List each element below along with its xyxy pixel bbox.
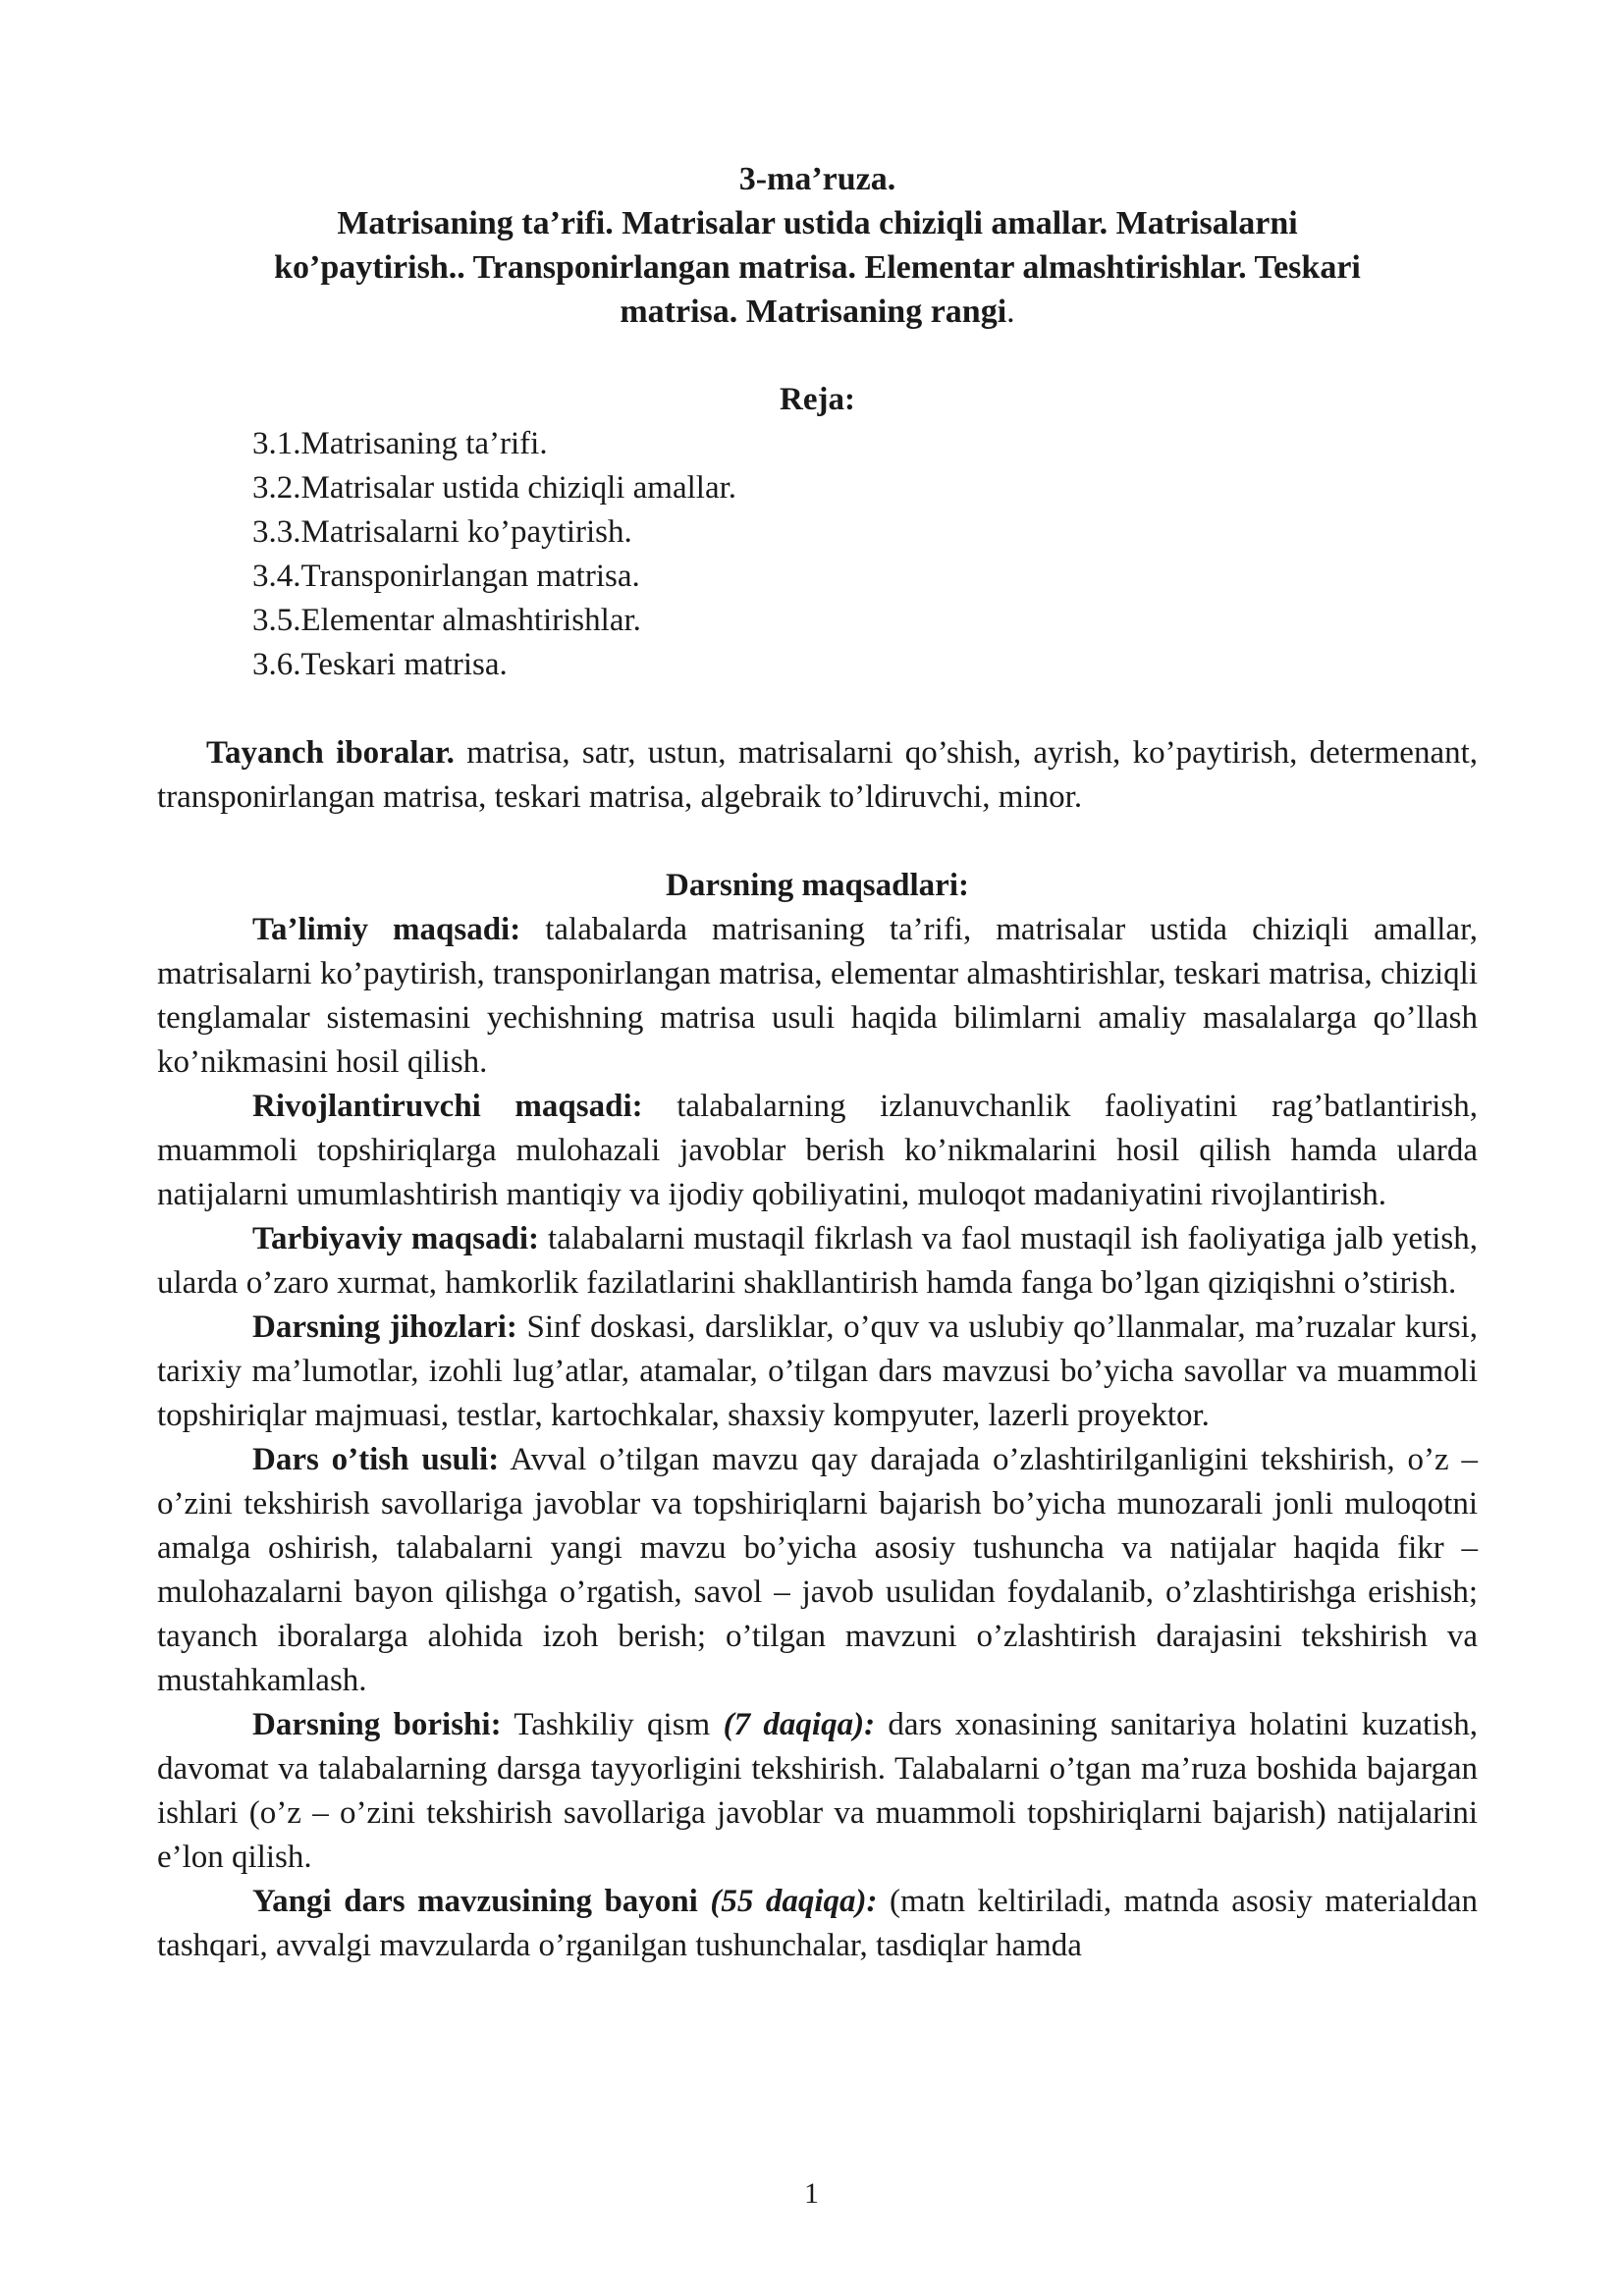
educational-goal-paragraph (157, 908, 1478, 1085)
developmental-goal-text: talabalarning izlanuvchanlik faoliyatini rag’batlantirish, muammoli topshiriqlarga mulohazali javoblar berish ko’nikmalarini hosil qilish hamda ularda natijalarni umumlashtirish mantiqiy va ijodiy qobiliyatini, muloqot madaniyatini rivojlantirish. (157, 1089, 1478, 1212)
new-topic-label: Yangi dars mavzusining bayoni (252, 1884, 698, 1919)
title-line-3-text: matrisa. Matrisaning rangi (620, 294, 1007, 330)
plan-heading: Reja: (780, 382, 855, 417)
new-topic-paragraph (157, 1880, 1478, 1968)
lecture-number: 3-ma’ruza. (738, 161, 896, 197)
equipment-paragraph (157, 1306, 1478, 1438)
plan-item: 3.4.Transponirlangan matrisa. (252, 559, 640, 594)
plan-item: 3.1.Matrisaning ta’rifi. (252, 426, 548, 461)
upbringing-goal-text: talabalarni mustaqil fikrlash va faol mustaqil ish faoliyatiga jalb yetish, ularda o’zaro xurmat, hamkorlik fazilatlarini shakllantirish hamda fanga bo’lgan qiziqishni o’stirish. (157, 1221, 1478, 1301)
course-text-a: Tashkiliy qism (501, 1707, 724, 1742)
title-line-2: ko’paytirish.. Transponirlangan matrisa. Elementar almashtirishlar. Teskari (274, 249, 1361, 286)
developmental-goal-label: Rivojlantiruvchi maqsadi: (252, 1089, 643, 1124)
plan-item: 3.2.Matrisalar ustida chiziqli amallar. (252, 470, 737, 506)
method-paragraph (157, 1438, 1478, 1703)
goals-heading: Darsning maqsadlari: (666, 868, 969, 903)
title-end-period: . (1006, 294, 1015, 330)
equipment-text: Sinf doskasi, darsliklar, o’quv va uslubiy qo’llanmalar, ma’ruzalar kursi, tarixiy ma’lumotlar, izohli lug’atlar, atamalar, o’tilgan dars mavzusi bo’yicha savollar va muammoli topshiriqlar majmuasi, testlar, kartochkalar, shaxsiy kompyuter, lazerli proyektor. (157, 1309, 1478, 1433)
method-label: Dars o’tish usuli: (252, 1442, 500, 1477)
course-paragraph (157, 1703, 1478, 1880)
plan-list (157, 422, 1478, 687)
document-page (157, 157, 1478, 1968)
page-number: 1 (804, 2177, 819, 2210)
title-line-3 (157, 290, 1478, 334)
educational-goal-text: talabalarda matrisaning ta’rifi, matrisalar ustida chiziqli amallar, matrisalarni ko’paytirish, transponirlangan matrisa, elementar almashtirishlar, teskari matrisa, chiziqli tenglamalar sistemasini yechishning matrisa usuli haqida bilimlarni amaliy masalalarga qo’llash ko’nikmasini hosil qilish. (157, 912, 1478, 1080)
new-topic-text: (matn keltiriladi, matnda asosiy materialdan tashqari, avvalgi mavzularda o’rganilgan tushunchalar, tasdiqlar hamda (157, 1884, 1478, 1963)
equipment-label: Darsning jihozlari: (252, 1309, 517, 1345)
method-text: Avval o’tilgan mavzu qay darajada o’zlashtirilganligini tekshirish, o’z – o’zini tekshirish savollariga javoblar va topshiriqlarni bajarish bo’yicha munozarali jonli muloqotni amalga oshirish, talabalarni yangi mavzu bo’yicha asosiy tushuncha va natijalar haqida fikr – mulohazalarni bayon qilishga o’rgatish, savol – javob usulidan foydalanib, o’zlashtirishga erishish; tayanch iboralarga alohida izoh berish; o’tilgan mavzuni o’zlashtirish darajasini tekshirish va mustahkamlash. (157, 1442, 1478, 1698)
title-line-1: Matrisaning ta’rifi. Matrisalar ustida chiziqli amallar. Matrisalarni (337, 205, 1298, 241)
plan-item: 3.6.Teskari matrisa. (252, 647, 508, 682)
new-topic-time: (55 daqiqa): (697, 1884, 878, 1919)
upbringing-goal-paragraph (157, 1217, 1478, 1306)
keywords-paragraph (157, 731, 1478, 820)
upbringing-goal-label: Tarbiyaviy maqsadi: (252, 1221, 540, 1256)
keywords-label: Tayanch iboralar. (206, 735, 455, 771)
course-label: Darsning borishi: (252, 1707, 502, 1742)
developmental-goal-paragraph (157, 1085, 1478, 1217)
plan-item: 3.5.Elementar almashtirishlar. (252, 603, 641, 638)
plan-item: 3.3.Matrisalarni ko’paytirish. (252, 514, 632, 550)
keywords-text: matrisa, satr, ustun, matrisalarni qo’shish, ayrish, ko’paytirish, determenant, transponirlangan matrisa, teskari matrisa, algebraik to’ldiruvchi, minor. (157, 735, 1479, 815)
course-time: (7 daqiqa): (723, 1707, 876, 1742)
educational-goal-label: Ta’limiy maqsadi: (252, 912, 521, 947)
course-text-b: dars xonasining sanitariya holatini kuzatish, davomat va talabalarning darsga tayyorligini tekshirish. Talabalarni o’tgan ma’ruza boshida bajargan ishlari (o’z – o’zini tekshirish savollariga javoblar va muammoli topshiriqlarni bajarish) natijalarini e’lon qilish. (157, 1707, 1478, 1875)
lecture-header (157, 157, 1478, 334)
